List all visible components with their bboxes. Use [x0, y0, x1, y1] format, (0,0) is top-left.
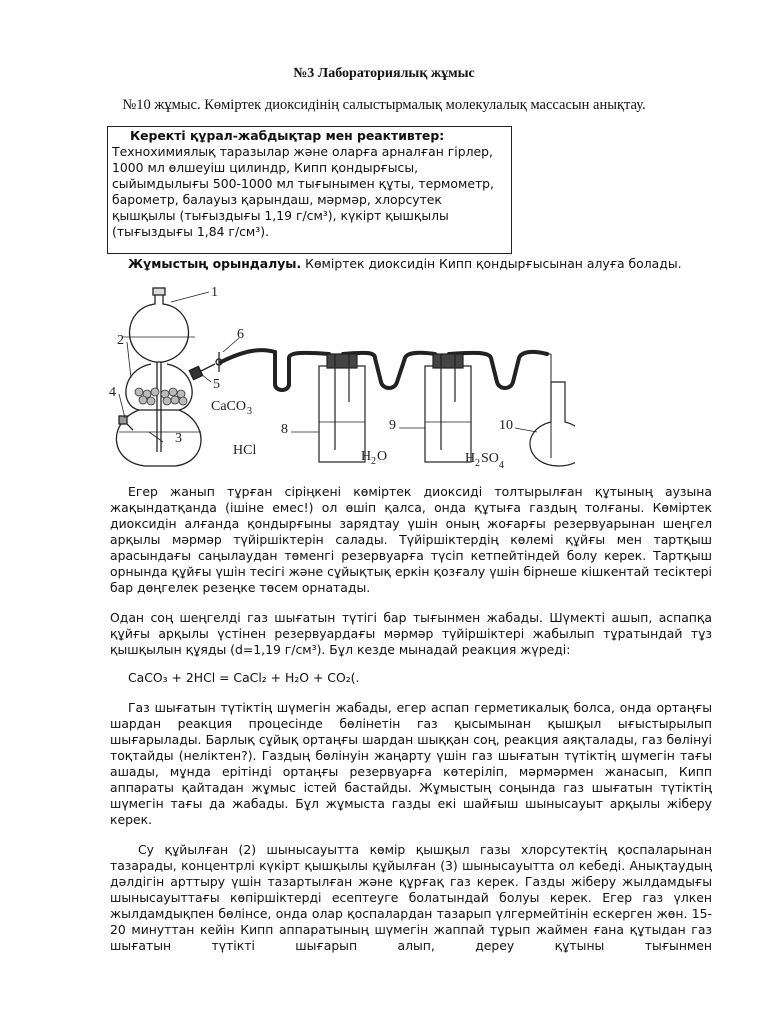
- label-3: 3: [175, 431, 182, 446]
- label-9: 9: [389, 418, 396, 433]
- kipp-apparatus-diagram: [105, 282, 575, 477]
- paragraph-3: Газ шығатын түтіктің шүмегін жабады, егер аспап герметикалық болса, онда ортаңғы шардан реакция процесінде бөлінетін газ қысымынан қышқыл ығыстырылып шығарылады. Барлық сұйық ортаңғы шардан шыққан соң, реакция аяқталады, газ бөлінуі тоқтайды (неліктен?). Газдың бөлінуін жаңарту үшін газ шығатын түтіктің шүмегін тағы ашады, мұнда ерітінді ортаңғы резервуарға көтеріліп, мәрмәрмен жанасып, Кипп аппараты қайтадан жұмыс істей бастайды. Жұмыстың соңында газ шығатын түтіктің шүмегін тағы да жабады. Бұл жұмыста газды екі шайғыш шынысауыт арқылы жіберу керек.: [110, 700, 712, 827]
- label-caco3: CaCO: [211, 399, 246, 414]
- label-h2so4-so: SO: [481, 451, 499, 466]
- procedure-heading: Жұмыстың орындалуы.: [128, 256, 302, 271]
- label-h2o-sub: 2: [371, 456, 376, 467]
- label-1: 1: [211, 285, 218, 300]
- label-6: 6: [237, 327, 244, 342]
- label-h2so4-sub4: 4: [499, 460, 504, 471]
- label-hcl: HCl: [233, 443, 257, 458]
- label-10: 10: [499, 418, 513, 433]
- label-5: 5: [213, 377, 220, 392]
- equipment-heading: Керекті құрал-жабдықтар мен реактивтер:: [130, 128, 445, 143]
- paragraph-4: Су құйылған (2) шынысауытта көмір қышқыл газы хлорсутектің қоспаларынан тазарады, концентрлі күкірт қышқылы құйылған (3) шынысауытта ол кебеді. Анықтаудың дәлдігін арттыру үшін тазартылған және құрғақ газ керек. Газды жіберу жылдамдығы шынысауыттағы көпіршіктерді есептеуге болатындай болуы керек. Егер газ үлкен жылдамдықпен бөлінсе, онда олар қоспалардан тазарып үлгермейтінін ескерген жөн. 15-20 минуттан кейін Кипп аппаратының шүмегін жаппай тұрып жаймен ғана құтыдан газ шығатын түтікті шығарып алып, дереу құтыны тығынмен: [110, 842, 712, 953]
- label-h2so4-h: H: [465, 451, 476, 466]
- paragraph-1: Егер жанып тұрған сіріңкені көміртек диоксиді толтырылған құтының аузына жақындатқанда (ішіне емес!) ол өшіп қалса, онда құтыға газдың толғаны. Көміртек диоксидін алғанда қондырғыны зарядтау үшін оның жоғарғы резервуарынан шеңгел арқылы мәрмәр түйіршіктерін салады. Түйіршіктердің көлемі құйғы мен тартқыш арасындағы саңылаудан төменгі резервуарға түсіп кетпейтіндей болу керек. Тартқыш орнында құйғы үшін тесігі және сұйықтық еркін қозғалу үшін бірнеше кішкентай тесіктері бар дөңгелек резеңке төсем орнатады.: [110, 484, 712, 595]
- label-4: 4: [109, 385, 116, 400]
- label-caco3-sub: 3: [247, 406, 252, 417]
- label-2: 2: [117, 333, 124, 348]
- label-8: 8: [281, 422, 288, 437]
- label-h2o-h: H: [361, 449, 372, 464]
- label-h2o-o: O: [377, 449, 388, 464]
- equipment-box: [107, 126, 512, 254]
- equipment-text: Технохимиялық таразылар және оларға арналған гірлер, 1000 мл өлшеуіш цилиндр, Кипп қондырғысы, сыйымдылығы 500-1000 мл тығынымен құты, термометр, барометр, балауыз қарындаш, мәрмәр, хлорсутек қышқылы (тығыздығы 1,19 г/см³), күкірт қышқылы (тығыздығы 1,84 г/см³).: [112, 144, 494, 239]
- paragraph-2: Одан соң шеңгелді газ шығатын түтігі бар тығынмен жабады. Шүмекті ашып, аспапқа құйғы арқылы үстінен резервуардағы мәрмәр түйіршіктері жабылып тұратындай тұз қышқылын құяды (d=1,19 г/см³). Бұл кезде мынадай реакция жүреді:: [110, 610, 712, 657]
- procedure-intro-text: Көміртек диоксидін Кипп қондырғысынан алуға болады.: [301, 256, 682, 271]
- label-h2so4-sub2: 2: [475, 458, 480, 469]
- page-title: №3 Лабораториялық жұмыс: [293, 66, 475, 81]
- reaction-equation: CaCO₃ + 2HCl = CaCl₂ + H₂O + CO₂(.: [128, 670, 360, 685]
- procedure-intro: [110, 256, 712, 272]
- work-subtitle: №10 жұмыс. Көміртек диоксидінің салыстырмалық молекулалық массасын анықтау.: [122, 97, 646, 113]
